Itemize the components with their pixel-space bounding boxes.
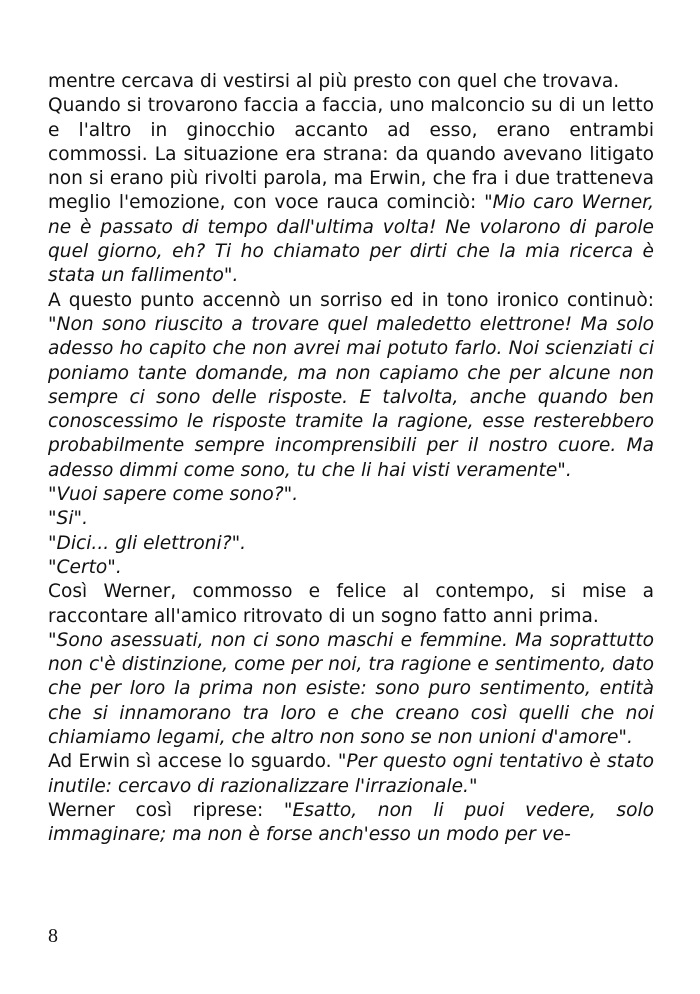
italic-text-segment: "Per questo ogni tentativo è stato inutile: cercavo di razionalizzare l'irrazionale." xyxy=(48,751,654,797)
paragraph xyxy=(48,70,654,94)
italic-text-segment: "Dici... gli elettroni?". xyxy=(48,532,247,554)
italic-text-segment: Esatto, non li puoi vedere, solo immaginare; ma non è forse anch'esso un modo per ve- xyxy=(48,799,654,846)
paragraph xyxy=(48,580,654,629)
paragraph xyxy=(48,750,654,799)
paragraph xyxy=(48,483,654,507)
text-segment: Werner così riprese: " xyxy=(48,799,293,821)
italic-text-segment: "Sono asessuati, non ci sono maschi e femmine. Ma soprattutto non c'è distinzione, come per noi, tra ragione e sentimento, dato che per loro la prima non esiste: sono puro sentimento, entità che si innamorano tra loro e che creano così quelli che noi chiamiamo legami, che altro non sono se non unioni d'amore". xyxy=(48,629,654,749)
text-segment: Ad Erwin sì accese lo sguardo. xyxy=(48,751,338,773)
italic-text-segment: "Vuoi sapere come sono?". xyxy=(48,484,299,506)
paragraph xyxy=(48,799,654,848)
page-number: 8 xyxy=(48,925,58,947)
text-segment: Quando si trovarono faccia a faccia, uno malconcio su di un letto e l'altro in ginocchio accanto ad esso, erano entrambi commossi. La situazione era strana: da quando avevano litigato non si erano più rivolti parola, ma Erwin, che fra i due tratteneva meglio l'emozione, con voce rauca cominciò: xyxy=(48,95,654,214)
text-segment: mentre cercava di vestirsi al più presto con quel che trovava. xyxy=(48,71,620,92)
text-segment: Così Werner, commosso e felice al contempo, si mise a raccontare all'amico ritrovato di un sogno fatto anni prima. xyxy=(48,581,654,627)
paragraph xyxy=(48,556,654,580)
italic-text-segment: "Si". xyxy=(48,508,88,530)
italic-text-segment: "Non sono riuscito a trovare quel maledetto elettrone! Ma solo adesso ho capito che non avrei mai potuto farlo. Noi scienziati ci poniamo tante domande, ma non capiamo che per alcune non sempre ci sono delle risposte. E talvolta, anche quando ben conoscessimo le risposte tramite la ragione, esse resterebbero probabilmente sempre incomprensibili per il nostro cuore. Ma adesso dimmi come sono, tu che li hai visti veramente". xyxy=(48,313,654,481)
paragraph xyxy=(48,94,654,288)
italic-text-segment: "Certo". xyxy=(48,556,122,578)
paragraph xyxy=(48,629,654,750)
body-text xyxy=(48,70,654,848)
italic-text-segment: "Mio caro Werner, ne è passato di tempo dall'ultima volta! Ne volarono di parole quel giorno, eh? Ti ho chiamato per dirti che la mia ricerca è stata un fallimento". xyxy=(48,192,654,287)
paragraph xyxy=(48,289,654,483)
paragraph xyxy=(48,532,654,556)
paragraph xyxy=(48,507,654,531)
text-segment: A questo punto accennò un sorriso ed in tono ironico continuò: xyxy=(48,289,654,311)
